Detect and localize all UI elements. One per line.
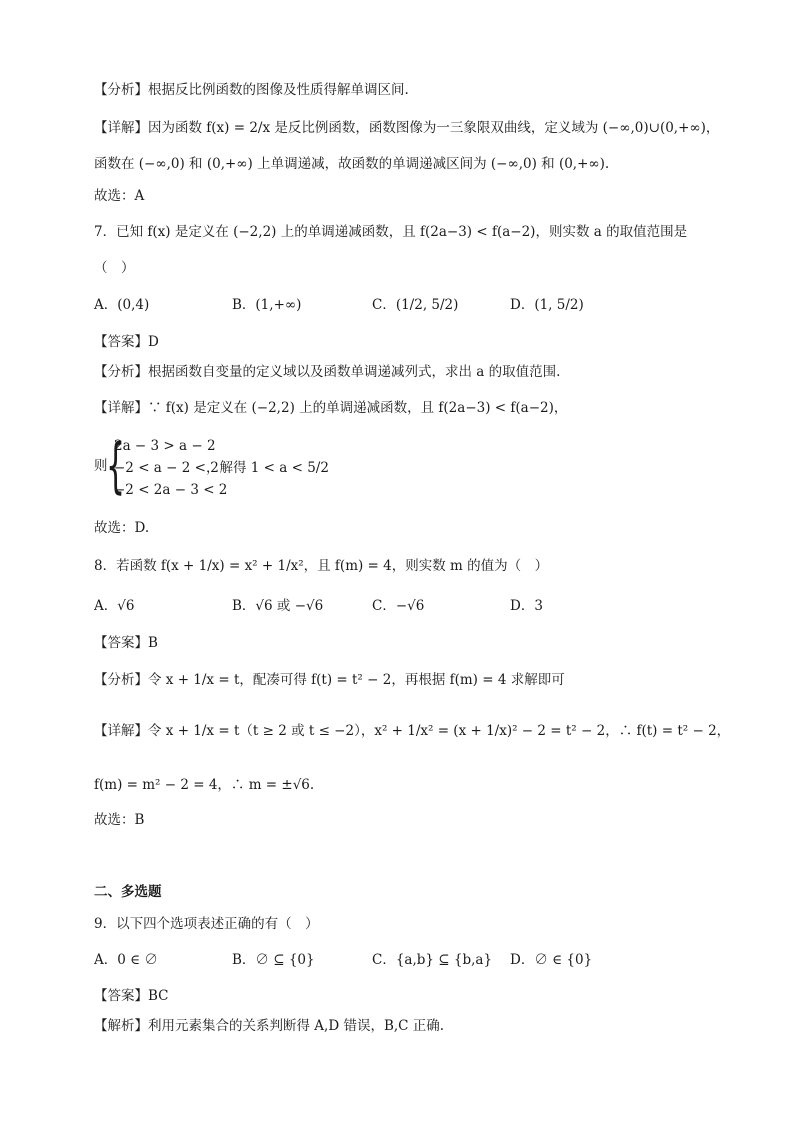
q7-question-line-2: （ ） [94, 260, 135, 276]
q9-option-c: C．{a,b} ⊆ {b,a} [372, 952, 493, 968]
q7-detail: 【详解】∵ f(x) 是定义在 (−2,2) 上的单调递减函数，且 f(2a−3) < f(a−2)， [94, 400, 568, 416]
q6-choose: 故选：A [94, 188, 145, 204]
q6-detail-line-2: 函数在 (−∞,0) 和 (0,+∞) 上单调递减，故函数的单调递减区间为 (−∞,0) 和 (0,+∞). [94, 156, 610, 172]
q8-option-b: B．√6 或 −√6 [232, 598, 324, 614]
q9-analysis: 【解析】利用元素集合的关系判断得 A,D 错误，B,C 正确. [94, 1018, 445, 1034]
q7-analysis: 【分析】根据函数自变量的定义域以及函数单调递减列式，求出 a 的取值范围. [94, 364, 561, 380]
q8-answer: 【答案】B [94, 635, 158, 651]
left-brace-icon: { [106, 431, 126, 501]
q7-solve: ，解得 1 < a < 5/2 [206, 460, 329, 476]
q8-question: 8．若函数 f(x + 1/x) = x² + 1/x²，且 f(m) = 4，则实数 m 的值为（ ） [94, 558, 549, 574]
q6-analysis: 【分析】根据反比例函数的图像及性质得解单调区间. [94, 82, 409, 98]
q7-option-a: A．(0,4) [94, 297, 150, 313]
q7-option-c: C．(1/2, 5/2) [372, 297, 459, 313]
q9-option-b: B．∅ ⊆ {0} [232, 952, 315, 968]
q7-then-label: 则 [94, 458, 108, 474]
q7-question-line-1: 7．已知 f(x) 是定义在 (−2,2) 上的单调递减函数，且 f(2a−3) < f(a−2)，则实数 a 的取值范围是 [94, 224, 688, 240]
q9-option-a: A．0 ∈ ∅ [94, 952, 158, 968]
q7-system-line-2: −2 < a − 2 < 2 [114, 460, 219, 476]
q7-system-line-3: −2 < 2a − 3 < 2 [114, 482, 228, 498]
q7-choose: 故选：D. [94, 520, 150, 536]
q8-detail-line-2: f(m) = m² − 2 = 4，∴ m = ±√6. [94, 777, 315, 793]
q9-question: 9．以下四个选项表述正确的有（ ） [94, 916, 319, 932]
q6-detail-line-1: 【详解】因为函数 f(x) = 2/x 是反比例函数，函数图像为一三象限双曲线，定义域为 (−∞,0)∪(0,+∞)， [94, 120, 720, 136]
q8-option-c: C．−√6 [372, 598, 425, 614]
q8-detail-line-1: 【详解】令 x + 1/x = t（t ≥ 2 或 t ≤ −2），x² + 1/x² = (x + 1/x)² − 2 = t² − 2，∴ f(t) = t² − 2， [94, 723, 731, 739]
q9-option-d: D．∅ ∈ {0} [510, 952, 593, 968]
q7-option-d: D．(1, 5/2) [510, 297, 584, 313]
section-title-multiple-choice: 二、多选题 [94, 884, 162, 900]
q8-option-d: D．3 [510, 598, 543, 614]
q7-option-b: B．(1,+∞) [232, 297, 302, 313]
q8-option-a: A．√6 [94, 598, 135, 614]
q7-answer: 【答案】D [94, 334, 159, 350]
q8-analysis: 【分析】令 x + 1/x = t，配凑可得 f(t) = t² − 2，再根据 f(m) = 4 求解即可 [94, 672, 565, 688]
q8-choose: 故选：B [94, 812, 145, 828]
q7-system-line-1: 2a − 3 > a − 2 [114, 438, 216, 454]
q9-answer: 【答案】BC [94, 988, 169, 1004]
